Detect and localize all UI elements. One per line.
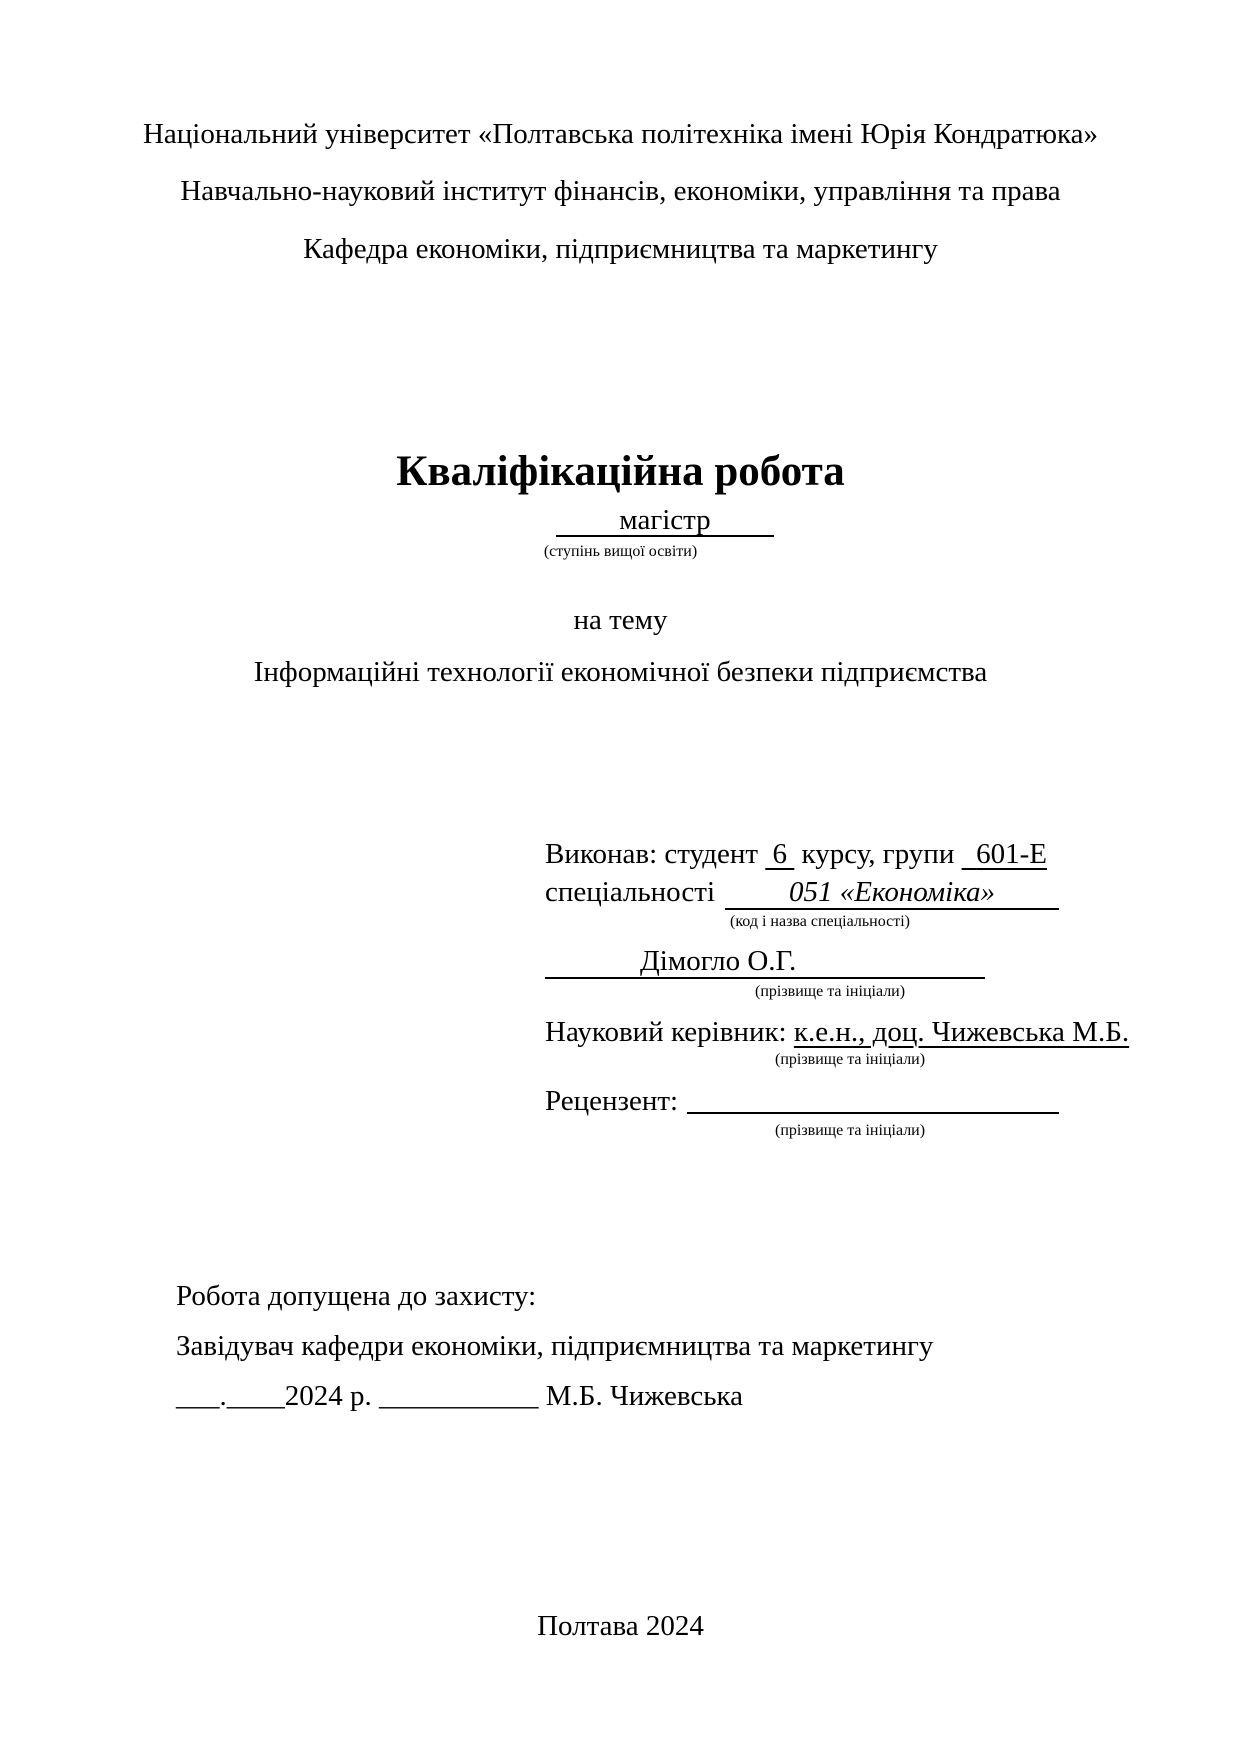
reviewer-blank [687,1112,1059,1114]
reviewer-label: Рецензент: [545,1085,679,1117]
student-name: Дімогло О.Г. [640,945,797,977]
topic-label: на тему [573,604,668,636]
student-name-line [545,945,985,979]
supervisor-value: к.е.н., доц. Чижевська М.Б. [793,1016,1130,1048]
supervisor-label: Науковий керівник: [545,1016,787,1048]
course-label: курсу, групи [801,838,955,870]
date-and-signature-blank: ___.____2024 р. ___________ [176,1380,539,1412]
supervisor-line [545,1016,1129,1049]
specialty-label: спеціальності [545,876,716,908]
performed-label: Виконав: студент [545,838,759,870]
specialty-line [545,876,715,909]
signature-line [176,1380,743,1413]
supervisor-caption: (прізвище та ініціали) [775,1051,926,1068]
specialty-caption: (код і назва спеціальності) [730,913,910,930]
course-value: 6 [772,838,788,870]
performed-line [545,838,1047,871]
head-name: М.Б. Чижевська [545,1380,743,1412]
document-title: Кваліфікаційна робота [396,448,845,495]
admission-line: Робота допущена до захисту: [176,1280,537,1312]
university-name: Національний університет «Полтавська політехніка імені Юрія Кондратюка» [142,118,1099,150]
degree-caption: (ступінь вищої освіти) [543,543,698,560]
specialty-value: 051 «Економіка» [725,876,1059,910]
reviewer-caption: (прізвище та ініціали) [775,1122,926,1139]
group-value: 601-Е [976,838,1047,870]
degree-value: магістр [556,505,774,537]
department-name: Кафедра економіки, підприємництва та маркетингу [303,233,938,265]
topic-text: Інформаційні технології економічної безпеки підприємства [253,656,988,688]
institute-name: Навчально-науковий інститут фінансів, економіки, управління та права [180,175,1061,207]
reviewer-line [545,1085,678,1118]
city-year: Полтава 2024 [537,1610,704,1642]
head-of-department-line: Завідувач кафедри економіки, підприємництва та маркетингу [176,1330,934,1362]
student-caption: (прізвище та ініціали) [755,983,906,1000]
